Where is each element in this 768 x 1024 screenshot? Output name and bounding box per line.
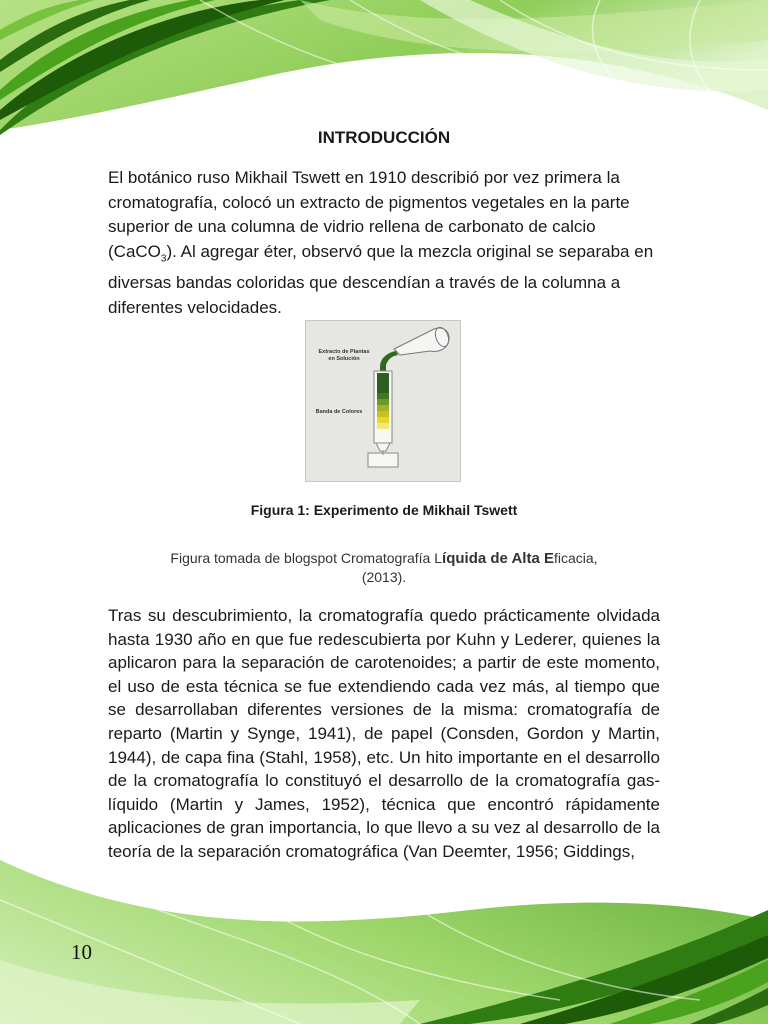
color-band	[377, 399, 389, 405]
label-bands: Banda de Colores	[315, 409, 363, 415]
label-extract: Extracto de Plantas en Solución	[318, 349, 370, 362]
source-bold: íquida de Alta E	[442, 550, 554, 567]
figure-caption: Figura 1: Experimento de Mikhail Tswett	[250, 502, 518, 518]
intro-paragraph-part2: ). Al agregar éter, observó que la mezcla original se separaba en diversas bandas coloridas que descendían a través de la columna a diferentes velocidades.	[108, 241, 654, 317]
color-band	[377, 393, 389, 399]
color-band	[377, 405, 389, 411]
chromatography-column-illustration	[306, 321, 460, 481]
source-text-end: ficacia,	[554, 550, 598, 566]
flask-icon	[394, 326, 451, 355]
source-text: Figura tomada de blogspot Cromatografía L	[170, 550, 443, 566]
source-year: (2013).	[361, 569, 407, 585]
tswett-experiment-figure	[305, 320, 461, 482]
color-band	[377, 423, 389, 429]
page-number: 10	[71, 940, 92, 964]
section-heading: INTRODUCCIÓN	[317, 128, 451, 147]
subscript-3: 3	[160, 252, 167, 264]
figure-source	[120, 549, 648, 586]
color-band	[377, 417, 389, 423]
history-paragraph: Tras su descubrimiento, la cromatografía quedo prácticamente olvidada hasta 1930 año en que fue redescubierta por Kuhn y Lederer, quienes la aplicaron para la separación de carotenoides; a partir de este momento, el uso de esta técnica se fue extendiendo cada vez más, al tiempo que se desarrollaban diferentes versiones de la misma: cromatografía de reparto (Martin y Synge, 1941), de papel (Consden, Gordon y Martin, 1944), de capa fina (Stahl, 1958), etc. Un hito importante en el desarrollo de la cromatografía lo constituyó el desarrollo de la cromatografía gas-líquido (Martin y James, 1952), técnica que encontró rápidamente aplicaciones de gran importancia, lo que llevo a su vez al desarrollo de la teoría de la separación cromatográfica (Van Deemter, 1956; Giddings,	[108, 606, 660, 861]
color-band	[377, 387, 389, 393]
intro-paragraph	[108, 166, 660, 320]
color-bands	[377, 387, 389, 429]
color-band	[377, 411, 389, 417]
intro-paragraph-part1: El botánico ruso Mikhail Tswett en 1910 describió por vez primera la cromatografía, colocó un extracto de pigmentos vegetales en la parte superior de una columna de vidrio rellena de carbonato de calcio (CaCO	[108, 168, 630, 261]
